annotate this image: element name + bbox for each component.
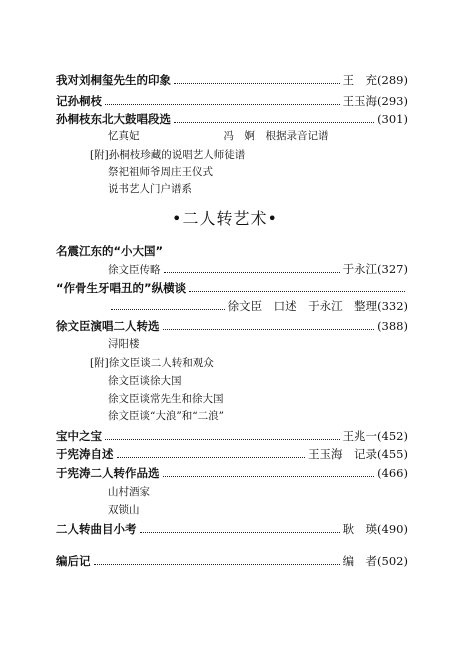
leader-dots — [163, 328, 375, 330]
leader-dots — [174, 121, 374, 123]
toc-entry-author-page: 王 充(289) — [342, 73, 408, 87]
toc-entry — [56, 428, 408, 444]
toc-entry — [56, 446, 408, 462]
toc-subentry: 徐文臣谈“大浪”和“二浪” — [108, 410, 224, 422]
toc-entry — [56, 465, 408, 481]
leader-dots — [94, 563, 340, 565]
toc-entry — [56, 72, 408, 88]
toc-entry — [56, 521, 408, 537]
toc-entry-page: (466) — [377, 466, 408, 480]
toc-entry — [56, 553, 408, 569]
toc-entry — [56, 318, 408, 334]
toc-entry-title: 徐文臣演唱二人转选 — [56, 319, 160, 333]
toc-entry-page: (301) — [377, 112, 408, 126]
toc-entry-title: 我对刘桐玺先生的印象 — [56, 73, 171, 87]
toc-subentry: 浔阳楼 — [108, 338, 140, 350]
toc-subentry: 说书艺人门户谱系 — [108, 183, 192, 195]
leader-dots — [105, 438, 340, 440]
leader-dots — [163, 475, 375, 477]
toc-entry-author-page: 于永江(327) — [342, 262, 408, 276]
toc-entry-title: 孙桐枝东北大鼓唱段选 — [56, 112, 171, 126]
leader-dots — [189, 290, 405, 292]
toc-entry — [56, 93, 408, 109]
toc-entry-title: 记孙桐枝 — [56, 94, 102, 108]
toc-entry-author-page: 徐文臣 口述 于永江 整理(332) — [227, 299, 408, 313]
toc-entry — [56, 280, 408, 296]
toc-entry-title: 编后记 — [56, 554, 91, 568]
leader-dots — [105, 103, 340, 105]
toc-entry-author-page: 王兆一(452) — [342, 429, 408, 443]
toc-subentry: 徐文臣谈常先生和徐大国 — [108, 393, 224, 405]
toc-subentry: [附]徐文臣谈二人转和观众 — [90, 357, 214, 369]
toc-entry — [56, 111, 408, 127]
leader-dots — [174, 82, 340, 84]
section-heading: •二人转艺术• — [172, 209, 278, 228]
toc-entry-title: 名震江东的“小大国” — [56, 244, 164, 258]
toc-subentry: 忆真妃 冯 婀 根据录音记谱 — [108, 130, 329, 142]
toc-subentry: [附]孙桐枝珍藏的说唱艺人师徒谱 — [90, 149, 246, 161]
toc-subentry — [108, 261, 408, 278]
toc-entry-title: 于宪涛自述 — [56, 447, 114, 461]
leader-dots — [164, 271, 340, 273]
toc-entry-author-page: 耿 瑛(490) — [342, 522, 408, 536]
toc-subentry — [108, 298, 408, 314]
toc-subentry: 双锁山 — [108, 504, 140, 516]
toc-entry-title: 宝中之宝 — [56, 429, 102, 443]
leader-dots — [111, 308, 225, 310]
leader-dots — [117, 456, 306, 458]
toc-subentry-title: 徐文臣传略 — [108, 264, 161, 276]
toc-entry-author-page: 王玉海(293) — [342, 94, 408, 108]
leader-dots — [140, 531, 340, 533]
toc-entry — [56, 243, 408, 259]
toc-entry-author-page: 编 者(502) — [342, 554, 408, 568]
toc-entry-title: “作骨生牙唱丑的”纵横谈 — [56, 281, 187, 295]
toc-entry-title: 于宪涛二人转作品选 — [56, 466, 160, 480]
toc-subentry: 祭祀祖师爷周庄王仪式 — [108, 166, 213, 178]
toc-entry-page: (388) — [377, 319, 408, 333]
toc-subentry: 山村酒家 — [108, 486, 150, 498]
toc-entry-title: 二人转曲目小考 — [56, 522, 137, 536]
toc-entry-author-page: 王玉海 记录(455) — [308, 447, 408, 461]
toc-subentry: 徐文臣谈徐大国 — [108, 375, 182, 387]
